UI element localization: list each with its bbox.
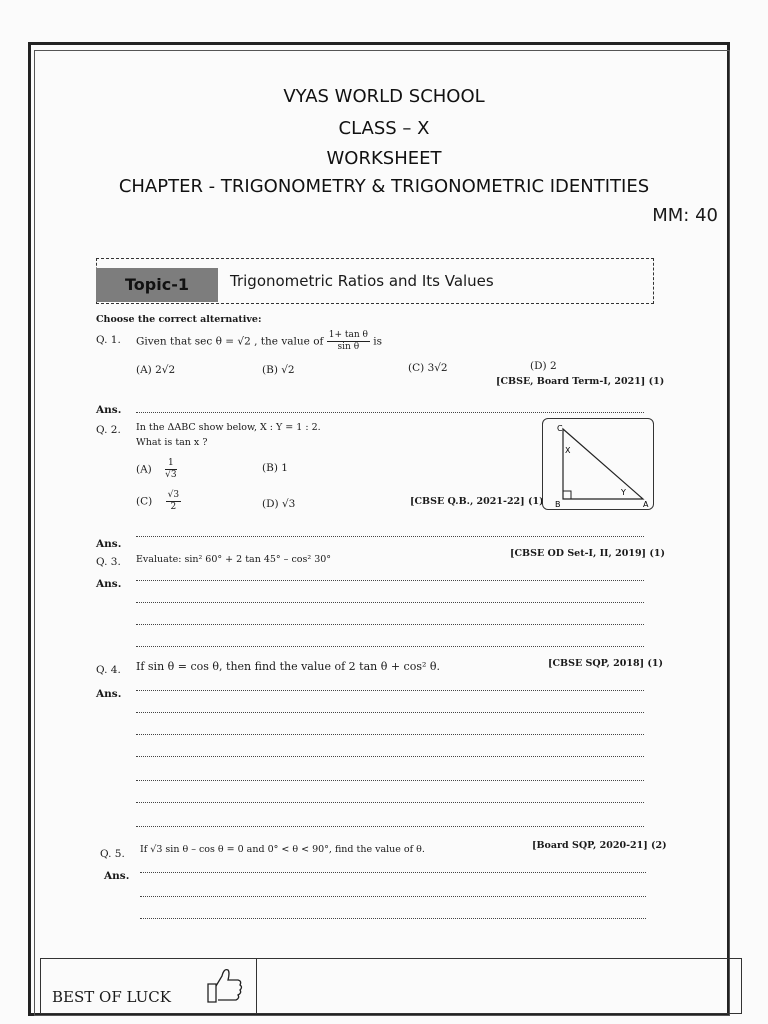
q2-c-den: 2: [170, 502, 177, 512]
q4-text: If sin θ = cos θ, then find the value of 2 tan θ + cos² θ.: [136, 660, 441, 673]
school-name: VYAS WORLD SCHOOL: [283, 86, 485, 107]
q2-option-a: [136, 458, 177, 481]
topic-tag: Topic-1: [96, 268, 218, 302]
q2-option-d: (D) √3: [262, 498, 296, 510]
q5-source: [Board SQP, 2020-21] (2): [532, 840, 667, 851]
fig-label-b: B: [555, 500, 561, 509]
answer-line: [136, 802, 644, 803]
answer-line: [136, 780, 644, 781]
q2-number: Q. 2.: [96, 424, 121, 436]
best-of-luck-text: BEST OF LUCK: [52, 988, 171, 1006]
q2-option-a-label: (A): [136, 463, 152, 476]
q2-ans-label: Ans.: [96, 538, 122, 550]
q1-option-a: (A) 2√2: [136, 364, 176, 376]
q1-text: [136, 330, 382, 353]
q2-line2: What is tan x ?: [136, 437, 208, 448]
max-marks: MM: 40: [652, 205, 718, 226]
q1-text-b: is: [373, 335, 383, 348]
answer-line: [136, 646, 644, 647]
answer-line: [136, 412, 644, 413]
fig-label-x: X: [565, 446, 571, 455]
answer-line: [136, 580, 644, 581]
answer-line: [136, 690, 644, 691]
q4-source: [CBSE SQP, 2018] (1): [548, 658, 664, 669]
class-title: CLASS – X: [338, 118, 430, 139]
q2-a-num: 1: [165, 458, 176, 470]
q2-a-den: √3: [165, 470, 177, 480]
chapter-title: CHAPTER - TRIGONOMETRY & TRIGONOMETRIC IDENTITIES: [118, 176, 650, 197]
q5-ans-label: Ans.: [104, 870, 130, 882]
answer-line: [136, 624, 644, 625]
q1-ans-label: Ans.: [96, 404, 122, 416]
worksheet-title: WORKSHEET: [326, 148, 442, 169]
triangle-diagram: [543, 419, 653, 509]
thumbs-up-icon: [200, 962, 246, 1008]
q2-option-c-label: (C): [136, 495, 153, 508]
footer-divider: [256, 958, 257, 1014]
q2-option-c: [136, 490, 181, 513]
answer-line: [140, 872, 646, 873]
q2-option-c-fraction: [166, 490, 181, 513]
triangle-figure: [542, 418, 654, 510]
q3-number: Q. 3.: [96, 556, 121, 568]
answer-line: [140, 896, 646, 897]
q1-frac-den: sin θ: [337, 342, 360, 352]
answer-line: [136, 826, 644, 827]
q3-ans-label: Ans.: [96, 578, 122, 590]
q2-option-a-fraction: [165, 458, 176, 481]
q1-option-c: (C) 3√2: [408, 362, 448, 374]
answer-line: [136, 756, 644, 757]
q5-text: If √3 sin θ – cos θ = 0 and 0° < θ < 90°, find the value of θ.: [140, 844, 425, 855]
q2-source: [CBSE Q.B., 2021-22] (1): [410, 496, 544, 507]
q1-frac-num: 1+ tan θ: [328, 330, 368, 340]
answer-line: [136, 602, 644, 603]
q2-c-num: √3: [167, 490, 180, 500]
instruction: Choose the correct alternative:: [96, 314, 262, 325]
answer-line: [136, 712, 644, 713]
answer-line: [136, 734, 644, 735]
q2-option-b: (B) 1: [262, 462, 288, 474]
q3-text: Evaluate: sin² 60° + 2 tan 45° – cos² 30°: [136, 554, 332, 565]
answer-line: [136, 536, 644, 537]
topic-title: Trigonometric Ratios and Its Values: [230, 272, 494, 290]
q4-ans-label: Ans.: [96, 688, 122, 700]
q1-option-d: (D) 2: [530, 360, 557, 372]
q1-text-a: Given that sec θ = √2 , the value of: [136, 335, 324, 348]
fig-label-a: A: [643, 500, 649, 509]
fig-label-y: Y: [621, 488, 626, 497]
q2-line1: In the ΔABC show below, X : Y = 1 : 2.: [136, 422, 321, 433]
q1-source: [CBSE, Board Term-I, 2021] (1): [496, 376, 665, 387]
q3-source: [CBSE OD Set-I, II, 2019] (1): [510, 548, 665, 559]
q1-option-b: (B) √2: [262, 364, 295, 376]
q1-number: Q. 1.: [96, 334, 121, 346]
q5-number: Q. 5.: [100, 848, 125, 860]
q1-fraction: [327, 330, 370, 353]
fig-label-c: C: [557, 424, 563, 433]
answer-line: [140, 918, 646, 919]
q4-number: Q. 4.: [96, 664, 121, 676]
